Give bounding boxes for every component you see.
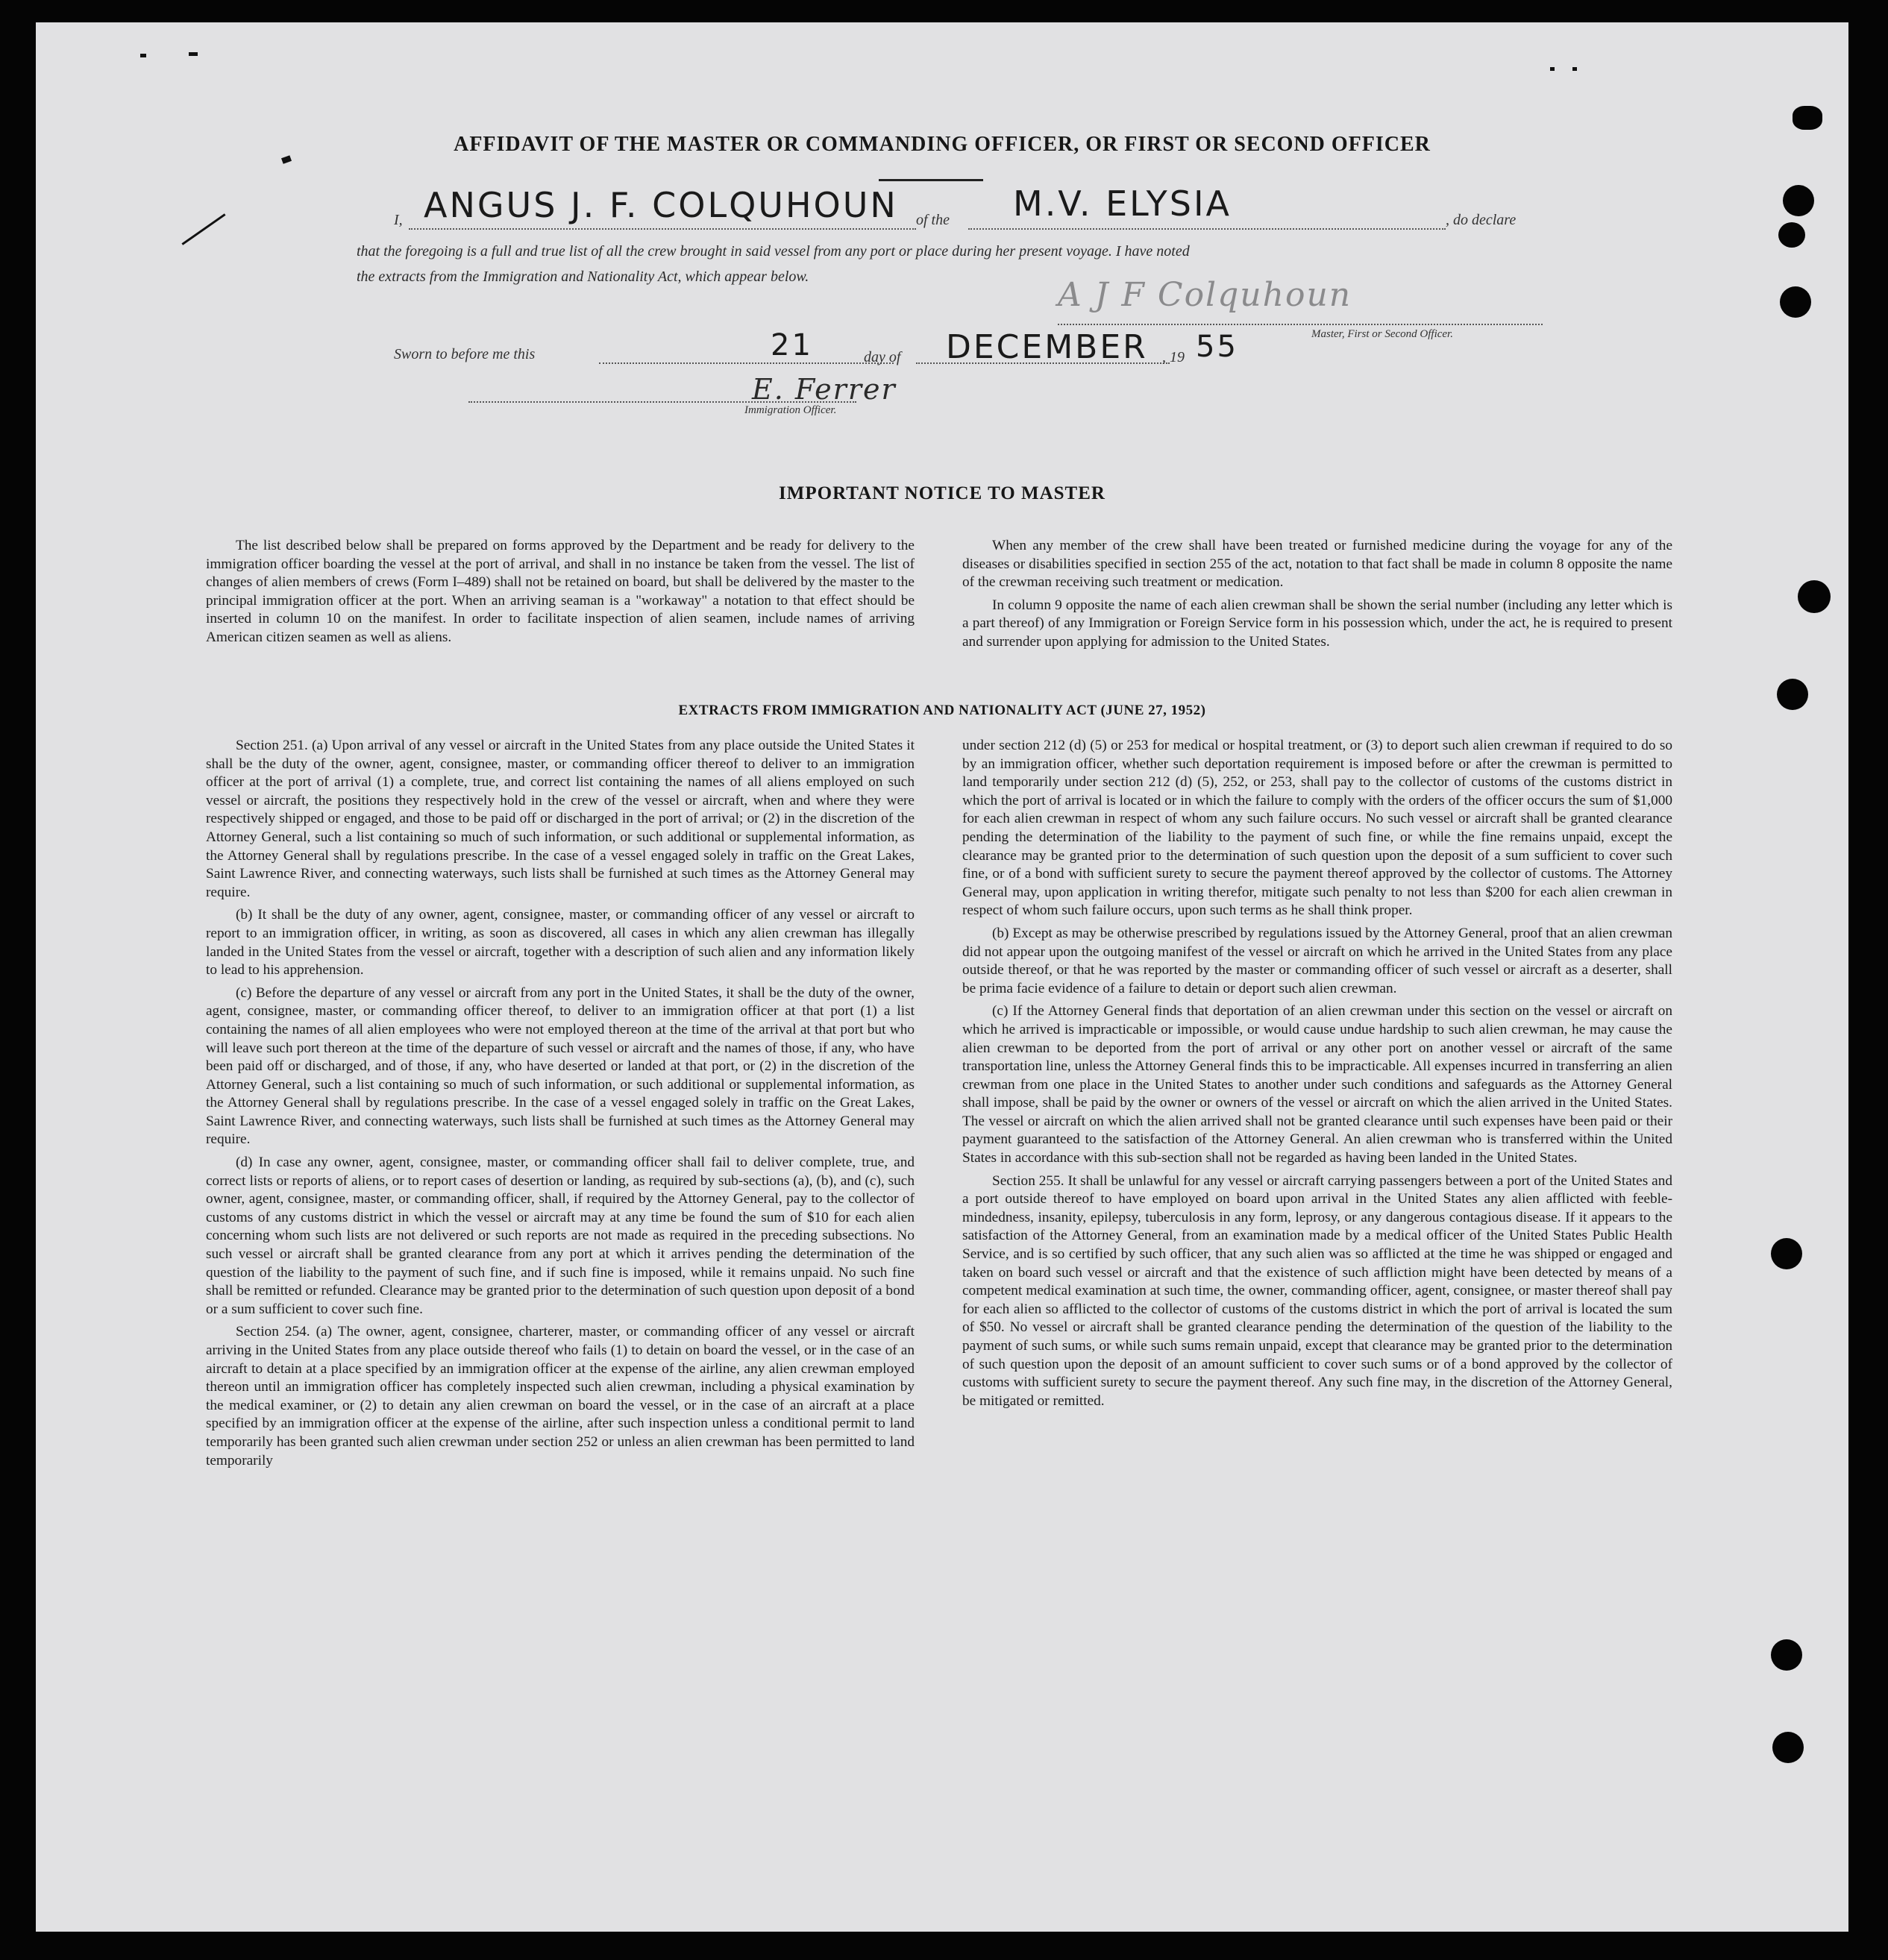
punch-hole [1771, 1238, 1802, 1269]
section-254-b: (b) Except as may be otherwise prescribed by regulations issued by the Attorney General, proof that an alien crewman did not appear upon the outgoing manifest of the vessel or aircraft on which he arrived in the United States from any place outside thereof, or that he was reported by the master or commanding officer of such vessel or aircraft as a deserter, shall be prima facie evidence of a failure to detain or deport such alien crewman. [962, 925, 1672, 996]
title-divider [879, 179, 983, 181]
punch-hole [1772, 1732, 1804, 1763]
section-251-d: (d) In case any owner, agent, consignee, master, or commanding officer shall fail to deliver complete, true, and correct lists or reports of aliens, or to report cases of desertion or landing, as required by sub-sections (a), (b), and (c), such owner, agent, consignee, master, or commanding officer, shall, if required by the Attorney General, pay to the collector of customs of any customs district in which the vessel or aircraft may at any time be found the sum of $10 for each alien concerning whom such lists are not delivered or such reports are not made as required in the preceding subsections. No such vessel or aircraft shall be granted clearance from any port at which it arrives pending the determination of the question of the liability to the payment of such fine, and if such fine is imposed, while it remains unpaid. No such fine shall be remitted or refunded. Clearance may be granted prior to the determination of such question upon deposit of a bond or a sum sufficient to cover such fine. [206, 1155, 915, 1317]
sworn-month-field[interactable]: DECEMBER [946, 328, 1148, 366]
year-prefix: , 19 [1162, 349, 1185, 365]
section-251-c: (c) Before the departure of any vessel or aircraft from any port in the United States, it shall be the duty of the owner, agent, consignee, master, or commanding officer thereof, to deliver to an immigration officer at that port (1) a list containing the names of all alien employees who were not employed thereon at the time of the arrival at that port but who will leave such port thereon at the time of the departure of such vessel or aircraft and the names of those, if any, who have been paid off or discharged, and of those, if any, who have deserted or landed at that port, or (2) in the discretion of the Attorney General, such a list containing so much of such information, or such additional or supplemental information, as the Attorney General shall by regulations prescribe. In the case of a vessel engaged solely in traffic on the Great Lakes, Saint Lawrence River, and connecting waterways, such lists shall be furnished at such times as the Attorney General may require. [206, 984, 915, 1148]
extracts-title: EXTRACTS FROM IMMIGRATION AND NATIONALITY ACT (JUNE 27, 1952) [678, 703, 1206, 718]
scan-speck [189, 52, 198, 56]
punch-hole [1798, 580, 1831, 613]
punch-hole [1780, 286, 1811, 318]
punch-hole [1793, 106, 1822, 130]
section-251-a: Section 251. (a) Upon arrival of any vessel or aircraft in the United States from any place outside the United States it shall be the duty of the owner, agent, consignee, master, or commanding officer thereof to deliver to an immigration officer at the port of arrival (1) a complete, true, and correct list containing the names of all aliens employed on such vessel or aircraft, the positions they respectively hold in the crew of the vessel or aircraft, when and where they were respectively shipped or engaged, and those to be paid off or discharged in the port of arrival; or (2) in the discretion of the Attorney General, such a list containing so much of such information, or such additional or supplemental information, as the Attorney General shall by regulations prescribe. In the case of a vessel engaged solely in traffic on the Great Lakes, Saint Lawrence River, and connecting waterways, such lists shall be furnished at such times as the Attorney General may require. [206, 738, 915, 900]
extracts-right-column [962, 737, 1672, 1415]
section-255: Section 255. It shall be unlawful for any vessel or aircraft carrying passengers between a port of the United States and a port outside thereof to have employed on board upon arrival in the United States any alien afflicted with feeble-mindedness, insanity, epilepsy, tuberculosis in any form, leprosy, or any dangerous contagious disease. If it appears to the satisfaction of the Attorney General, from an examination made by a medical officer of the United States Public Health Service, and is so certified by such officer, that any such alien was so afflicted at the time he was shipped or engaged and taken on board such vessel or aircraft and that the existence of such affliction might have been detected by means of a competent medical examination at such time, the owner, commanding officer, agent, consignee, or master thereof shall pay for each alien so afflicted to the collector of customs of the customs district in which the port of arrival is located the sum of $50. No vessel or aircraft shall be granted clearance pending the determination of the question of the liability to the payment of such sums, or while such sums remain unpaid, except that clearance may be granted prior to the determination of such question upon the deposit of an amount sufficient to cover such sums or of a bond approved by the collector of customs with sufficient surety to secure the payment thereof. Any such fine may, in the discretion of the Attorney General, be mitigated or remitted. [962, 1172, 1672, 1409]
section-251-b: (b) It shall be the duty of any owner, agent, consignee, master, or commanding officer of any vessel or aircraft to report to an immigration officer, in writing, as soon as discovered, all cases in which any alien crewman has illegally landed in the United States from the vessel or aircraft, together with a description of such alien and any information likely to lead to his apprehension. [206, 907, 915, 979]
master-caption: Master, First or Second Officer. [1311, 328, 1453, 340]
section-254-c: (c) If the Attorney General finds that deportation of an alien crewman under this section on the vessel or aircraft on which he arrived is impracticable or impossible, or would cause undue hardship to such alien crewman, he may cause the alien crewman to be deported from the port of arrival or any other port on another vessel or aircraft of the same transportation line, unless the Attorney General finds this to be impracticable. All expenses incurred in transferring an alien crewman from one place in the United States to another under such conditions and safeguards as the Attorney General shall impose, shall be paid by the owner or owners of the vessel or aircraft on which the alien arrived in the United States. The vessel or aircraft on which the alien arrived shall not be granted clearance until such expenses have been paid or their payment guaranteed to the satisfaction of the Attorney General. An alien crewman who is transferred within the United States in accordance with this sub-section shall not be regarded as having been landed in the United States. [962, 1003, 1672, 1166]
document-page [36, 22, 1848, 1932]
declaration-statement-2: the extracts from the Immigration and Nationality Act, which appear below. [357, 268, 809, 285]
declaration-prefix: I, [394, 212, 403, 228]
vessel-line [968, 228, 1446, 230]
punch-hole [1771, 1639, 1802, 1671]
scan-speck [140, 54, 146, 57]
notice-right-column [962, 537, 1672, 656]
punch-hole [1783, 185, 1814, 216]
section-254-a-cont: under section 212 (d) (5) or 253 for medical or hospital treatment, or (3) to deport such alien crewman if required to do so by an immigration officer, whether such deportation requirement is imposed before or after the crewman is permitted to land temporarily under section 212 (d) (5), 252, or 253, shall pay to the collector of customs of the customs district in which the port of arrival is located or in which the failure to comply with the orders of the officer occurs the sum of $1,000 for each alien crewman in respect of whom any such failure occurs. No such vessel or aircraft shall be granted clearance pending the determination of the liability to the payment of such fine, or while the fine remains unpaid, except the clearance may be granted prior to the determination of such question upon the deposit of a sum sufficient to cover such fine, or of a bond with sufficient surety to secure the payment thereof approved by the collector of customs. The Attorney General may, upon application in writing therefor, mitigate such penalty to not less than $200 for each alien crewman in respect of whom such failure occurs, upon such terms as he shall think proper. [962, 738, 1672, 919]
immigration-officer-signature: E. Ferrer [752, 373, 897, 406]
punch-hole [1778, 222, 1805, 248]
notice-right-paragraph-1: When any member of the crew shall have been treated or furnished medicine during the voyage for any of the diseases or disabilities specified in section 255 of the act, notation to that fact shall be made in column 8 opposite the name of the crewman receiving such treatment or medication. [962, 538, 1672, 591]
scan-mark [181, 213, 225, 245]
scan-speck [1572, 67, 1577, 71]
day-of-label: day of [864, 349, 901, 365]
vessel-name-field[interactable]: M.V. ELYSIA [1013, 183, 1232, 224]
sworn-day-field[interactable]: 21 [771, 328, 813, 362]
of-the-label: of the [916, 212, 950, 228]
master-signature-line [1058, 324, 1543, 325]
master-signature: A J F Colquhoun [1058, 276, 1352, 314]
extracts-left-column [206, 737, 915, 1474]
sworn-label: Sworn to before me this [394, 346, 536, 362]
do-declare-label: , do declare [1446, 212, 1517, 228]
name-line [409, 228, 916, 230]
officer-caption: Immigration Officer. [744, 404, 837, 416]
sworn-day-line [599, 362, 894, 364]
notice-left-paragraph: The list described below shall be prepared on forms approved by the Department and be ready for delivery to the immigration officer boarding the vessel at the port of arrival, and shall in no instance be taken from the vessel. The list of changes of alien members of crews (Form I–489) shall not be retained on board, but shall be delivered by the master to the principal immigration officer at the port. When an arriving seaman is a "workaway" a notation to that effect should be inserted in column 10 on the manifest. In order to facilitate inspection of alien seamen, include names of arriving American citizen seamen as well as aliens. [206, 538, 915, 645]
section-254-a: Section 254. (a) The owner, agent, consignee, charterer, master, or commanding officer of any vessel or aircraft arriving in the United States from any place outside thereof who fails (1) to detain on board the vessel, or in the case of an aircraft to detain at a place specified by an immigration officer at the expense of the airline, any alien crewman employed thereon until an immigration officer has completely inspected such alien crewman, including a physical examination by the medical examiner, or (2) to detain any alien crewman on board the vessel, or in the case of an aircraft at a place specified by an immigration officer at the expense of the airline, after such inspection unless a conditional permit to land temporarily has been granted such alien crewman under section 252 or unless an alien crewman has been permitted to land temporarily [206, 1324, 915, 1469]
notice-title: IMPORTANT NOTICE TO MASTER [779, 483, 1105, 503]
officer-name-field[interactable]: ANGUS J. F. COLQUHOUN [424, 185, 898, 225]
declaration-statement-1: that the foregoing is a full and true list of all the crew brought in said vessel from any port or place during her present voyage. I have noted [357, 243, 1190, 260]
scan-speck [1550, 67, 1555, 71]
year-field[interactable]: 55 [1196, 330, 1238, 364]
affidavit-title: AFFIDAVIT OF THE MASTER OR COMMANDING OFFICER, OR FIRST OR SECOND OFFICER [454, 133, 1431, 156]
notice-right-paragraph-2: In column 9 opposite the name of each alien crewman shall be shown the serial number (including any letter which is a part thereof) of any Immigration or Foreign Service form in his possession which, under the act, he is required to present and surrender upon applying for admission to the United States. [962, 597, 1672, 650]
notice-left-column [206, 537, 915, 652]
